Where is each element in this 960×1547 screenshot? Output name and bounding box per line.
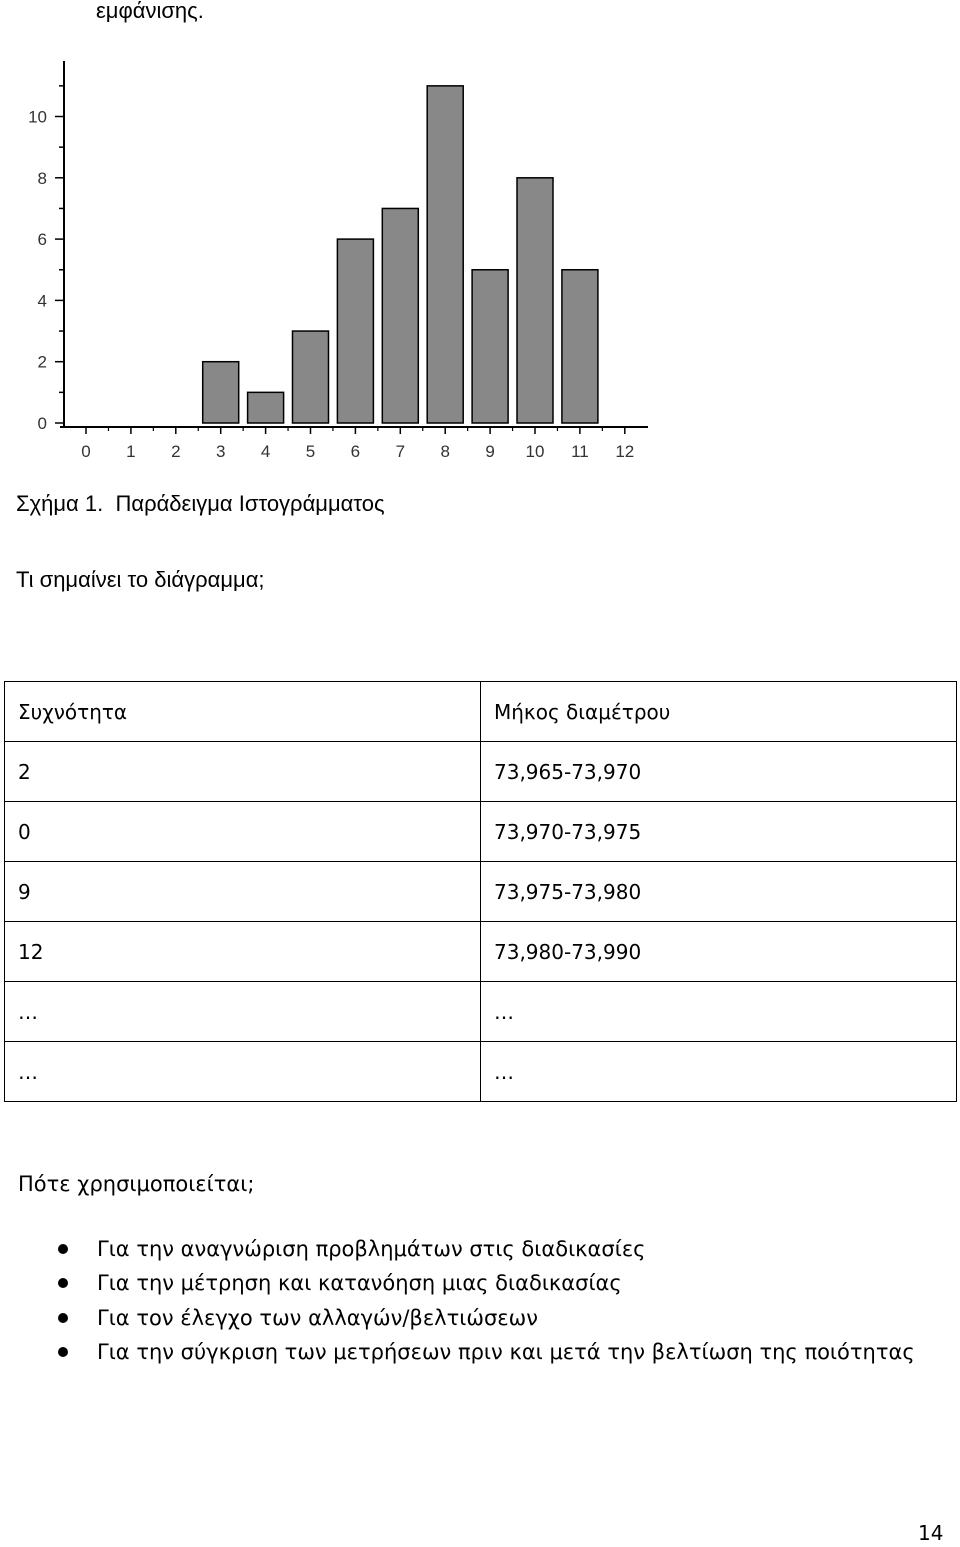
figure-caption: Σχήμα 1. Παράδειγμα Ιστογράμματος <box>16 491 385 516</box>
bar <box>562 270 598 423</box>
bars <box>203 86 598 423</box>
x-tick-label: 6 <box>350 442 361 461</box>
bar <box>248 392 284 423</box>
cell-frequency: 12 <box>5 922 481 982</box>
list-item-text: Για την αναγνώριση προβλημάτων στις διαδικασίες <box>97 1237 646 1261</box>
y-tick-label: 8 <box>37 168 47 188</box>
histogram-chart <box>0 55 660 475</box>
cell-diameter: 73,965-73,970 <box>481 742 957 802</box>
x-axis <box>60 427 648 461</box>
list-item <box>0 1234 915 1268</box>
x-tick-label: 5 <box>305 442 316 461</box>
x-tick-label: 10 <box>525 442 545 461</box>
x-tick-label: 4 <box>260 442 271 461</box>
cell-frequency: 9 <box>5 862 481 922</box>
bar <box>203 362 239 423</box>
bar <box>337 239 373 423</box>
x-tick-label: 11 <box>571 442 589 461</box>
bar <box>472 270 508 423</box>
cell-frequency: … <box>5 1042 481 1102</box>
intro-fragment: εμφάνισης. <box>96 0 204 23</box>
list-item-text: Για τον έλεγχο των αλλαγών/βελτιώσεων <box>97 1305 538 1330</box>
bar <box>293 331 329 423</box>
list-item-text: Για την μέτρηση και κατανόηση μιας διαδικασίας <box>97 1271 622 1296</box>
page-number: 14 <box>918 1521 944 1545</box>
header-diameter: Μήκος διαμέτρου <box>481 682 957 742</box>
table-row <box>5 862 957 922</box>
y-tick-label: 10 <box>28 107 47 127</box>
cell-frequency: 0 <box>5 802 481 862</box>
cell-diameter: … <box>481 982 957 1042</box>
y-tick-label: 0 <box>37 414 47 433</box>
bullet-icon <box>58 1244 68 1254</box>
list-item <box>0 1268 915 1302</box>
cell-frequency: … <box>5 982 481 1042</box>
list-item <box>0 1337 915 1371</box>
y-tick-label: 2 <box>37 352 47 372</box>
bullet-icon <box>58 1313 68 1323</box>
cell-diameter: 73,975-73,980 <box>481 862 957 922</box>
x-tick-label: 1 <box>126 442 136 461</box>
list-item <box>0 1303 915 1337</box>
question-usage: Πότε χρησιμοποιείται; <box>18 1172 255 1196</box>
x-tick-label: 12 <box>615 442 635 461</box>
bar <box>382 208 418 423</box>
bullet-icon <box>58 1347 68 1357</box>
usage-list <box>0 1234 915 1371</box>
cell-diameter: 73,980-73,990 <box>481 922 957 982</box>
cell-diameter: 73,970-73,975 <box>481 802 957 862</box>
header-frequency: Συχνότητα <box>5 682 481 742</box>
table-row <box>5 922 957 982</box>
x-tick-label: 7 <box>395 442 406 461</box>
x-tick-label: 2 <box>171 442 181 461</box>
y-tick-label: 4 <box>37 291 47 311</box>
y-axis <box>28 61 64 433</box>
table-header-row <box>5 682 957 742</box>
table-row <box>5 1042 957 1102</box>
frequency-table <box>4 681 957 1102</box>
bar <box>427 86 463 423</box>
x-tick-label: 0 <box>81 442 91 461</box>
bullet-icon <box>58 1278 68 1288</box>
x-tick-label: 9 <box>485 442 495 461</box>
cell-frequency: 2 <box>5 742 481 802</box>
list-item-text: Για την σύγκριση των μετρήσεων πριν και μετά την βελτίωση της ποιότητας <box>97 1339 915 1364</box>
table-row <box>5 802 957 862</box>
cell-diameter: … <box>481 1042 957 1102</box>
x-tick-label: 8 <box>440 442 450 461</box>
y-tick-label: 6 <box>37 230 47 250</box>
x-tick-label: 3 <box>215 442 226 461</box>
table-row <box>5 982 957 1042</box>
table-row <box>5 742 957 802</box>
bar <box>517 178 553 423</box>
question-meaning: Τι σημαίνει το διάγραμμα; <box>16 567 265 592</box>
